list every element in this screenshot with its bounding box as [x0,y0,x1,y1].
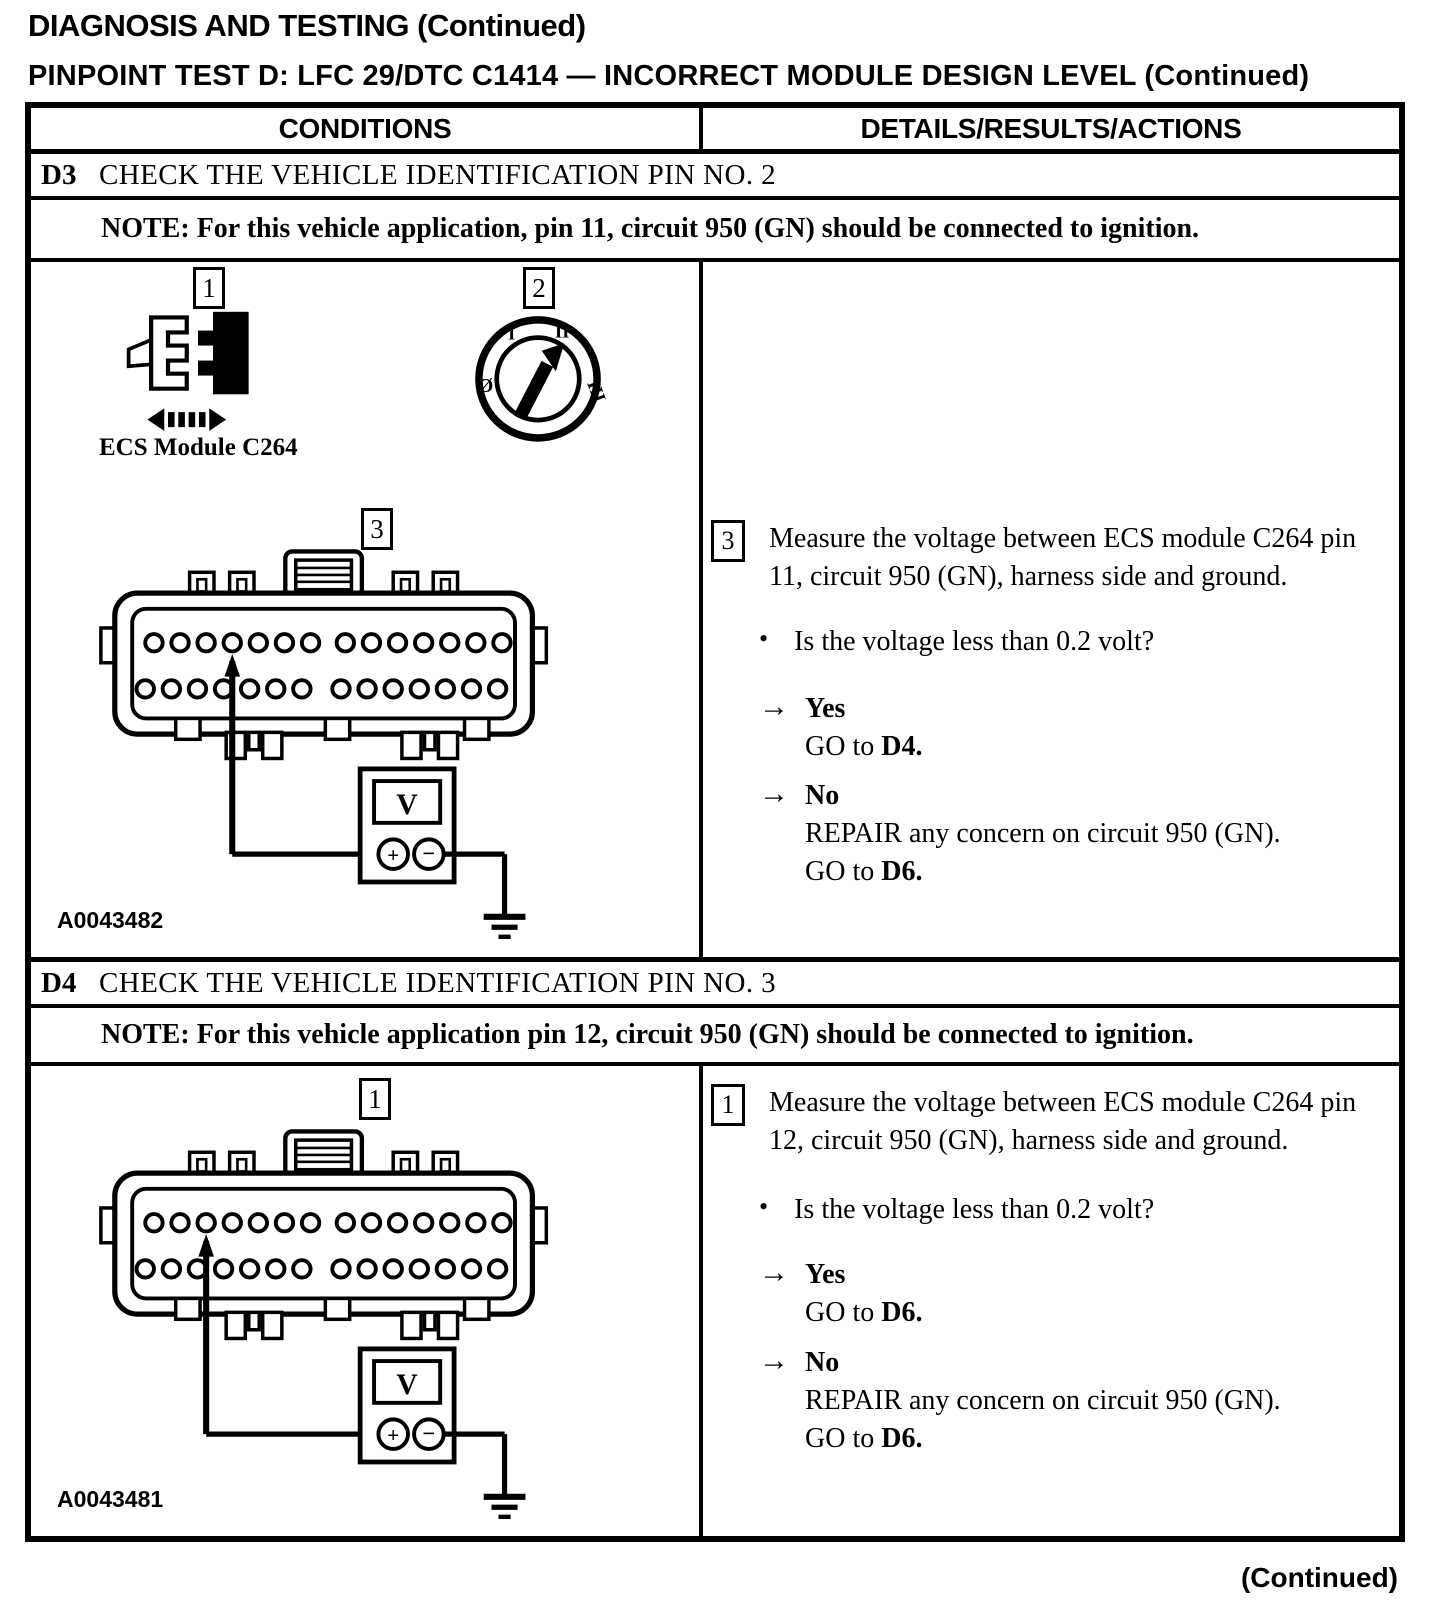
disconnect-arrows-icon [147,408,226,431]
d4-note-label: NOTE: [101,1019,190,1050]
yes-label: Yes [805,1259,846,1290]
step-instruction: Measure the voltage between ECS module C264 pin 12, circuit 950 (GN), harness side and ground. [769,1087,1357,1156]
step-instruction: Measure the voltage between ECS module C264 pin 11, circuit 950 (GN), harness side and ground. [769,523,1357,592]
yes-answer: → Yes GO to D6. [759,1256,922,1332]
bullet-icon: • [759,624,769,653]
voltmeter-display-label: V [396,1369,418,1402]
table-header-row [31,108,1399,154]
pin-row-top-left [145,634,319,651]
no-label: No [805,1347,840,1378]
pin-row-top-right [337,1214,511,1231]
module-label: ECS Module C264 [99,434,298,461]
arrow-icon: → [759,690,789,723]
pinpoint-test-table [25,102,1405,1542]
voltmeter-icon [360,1349,454,1462]
details-header-cell [703,108,1399,149]
row-d3-content [31,262,1399,962]
connector-voltmeter-diagram [71,1114,611,1536]
module-disconnect-icon [123,306,273,447]
page-subtitle: PINPOINT TEST D: LFC 29/DTC C1414 — INCORRECT MODULE DESIGN LEVEL (Continued) [28,60,1310,92]
d3-note-text: For this vehicle application, pin 11, circuit 950 (GN) should be connected to ignition. [196,213,1200,244]
ignition-position-start: III [582,377,610,406]
conditions-header: CONDITIONS [278,112,452,144]
negative-terminal-label: − [422,1421,436,1447]
d3-details-cell [703,262,1399,957]
figure-id-label: A0043481 [57,1486,164,1512]
callout-box-1: 1 [193,267,225,309]
no-answer: → No REPAIR any concern on circuit 950 (GN). GO to D6. [759,777,1281,891]
pin-row-bottom-left [137,1260,311,1277]
no-repair-line: REPAIR any concern on circuit 950 (GN). [805,818,1281,849]
figure-id-label: A0043482 [57,907,164,933]
pin-row-top-left [145,1214,319,1231]
row-d4-note [31,1008,1399,1066]
step-question: Is the voltage less than 0.2 volt? [794,1194,1155,1225]
step-callout-box: 3 [711,520,745,562]
page-title: DIAGNOSIS AND TESTING (Continued) [28,8,586,43]
positive-terminal-label: + [387,1422,400,1447]
row-d3-title-text: CHECK THE VEHICLE IDENTIFICATION PIN NO. 2 [99,158,777,191]
row-d3-title [31,154,1399,200]
d3-conditions-cell [31,262,703,957]
row-d4-content [31,1066,1399,1536]
row-d3-id: D3 [41,158,77,191]
pin-row-bottom-left [137,680,311,697]
yes-answer: → Yes GO to D4. [759,690,922,766]
d4-conditions-cell [31,1066,703,1536]
ignition-position-acc: I [508,323,516,345]
pin-row-bottom-right [332,680,506,697]
connector-voltmeter-diagram [71,534,611,957]
conditions-header-cell [31,108,703,149]
pin-row-top-right [337,634,511,651]
no-repair-line: REPAIR any concern on circuit 950 (GN). [805,1385,1281,1416]
connector-face-icon [101,551,546,758]
arrow-icon: → [759,1256,789,1289]
callout-box-3: 3 [361,508,393,550]
continued-label: (Continued) [1240,1562,1398,1593]
ignition-key-arrow-icon [521,343,564,414]
d4-details-cell [703,1066,1399,1536]
row-d4-id: D4 [41,966,77,999]
yes-goto-target: D6. [881,1297,923,1328]
row-d4-title [31,962,1399,1008]
row-d4-title-text: CHECK THE VEHICLE IDENTIFICATION PIN NO. 3 [99,966,777,999]
arrow-icon: → [759,777,789,810]
d3-note-label: NOTE: [101,213,190,244]
yes-goto-target: D4. [881,731,923,762]
ground-icon [484,1497,526,1517]
ignition-position-off: Ø [478,375,494,397]
arrow-icon: → [759,1344,789,1377]
no-label: No [805,780,840,811]
d4-note-text: For this vehicle application pin 12, circuit 950 (GN) should be connected to ignition. [196,1019,1194,1050]
ignition-position-run: II [554,321,570,343]
ignition-switch-icon [463,302,613,452]
voltmeter-icon [360,769,454,882]
no-answer: → No REPAIR any concern on circuit 950 (GN). GO to D6. [759,1344,1281,1458]
yes-label: Yes [805,693,846,724]
no-goto-target: D6. [881,856,923,887]
callout-box-1: 1 [359,1078,391,1120]
step-callout-box: 1 [711,1084,745,1126]
bullet-icon: • [759,1192,769,1221]
voltmeter-display-label: V [396,789,418,822]
ground-icon [484,917,526,937]
pin-row-bottom-right [332,1260,506,1277]
step-question: Is the voltage less than 0.2 volt? [794,626,1155,657]
no-goto-target: D6. [881,1423,923,1454]
callout-box-2: 2 [523,267,555,309]
details-header: DETAILS/RESULTS/ACTIONS [860,112,1242,144]
positive-terminal-label: + [387,842,400,867]
negative-terminal-label: − [422,841,436,867]
row-d3-note [31,200,1399,262]
connector-face-icon [101,1131,546,1338]
